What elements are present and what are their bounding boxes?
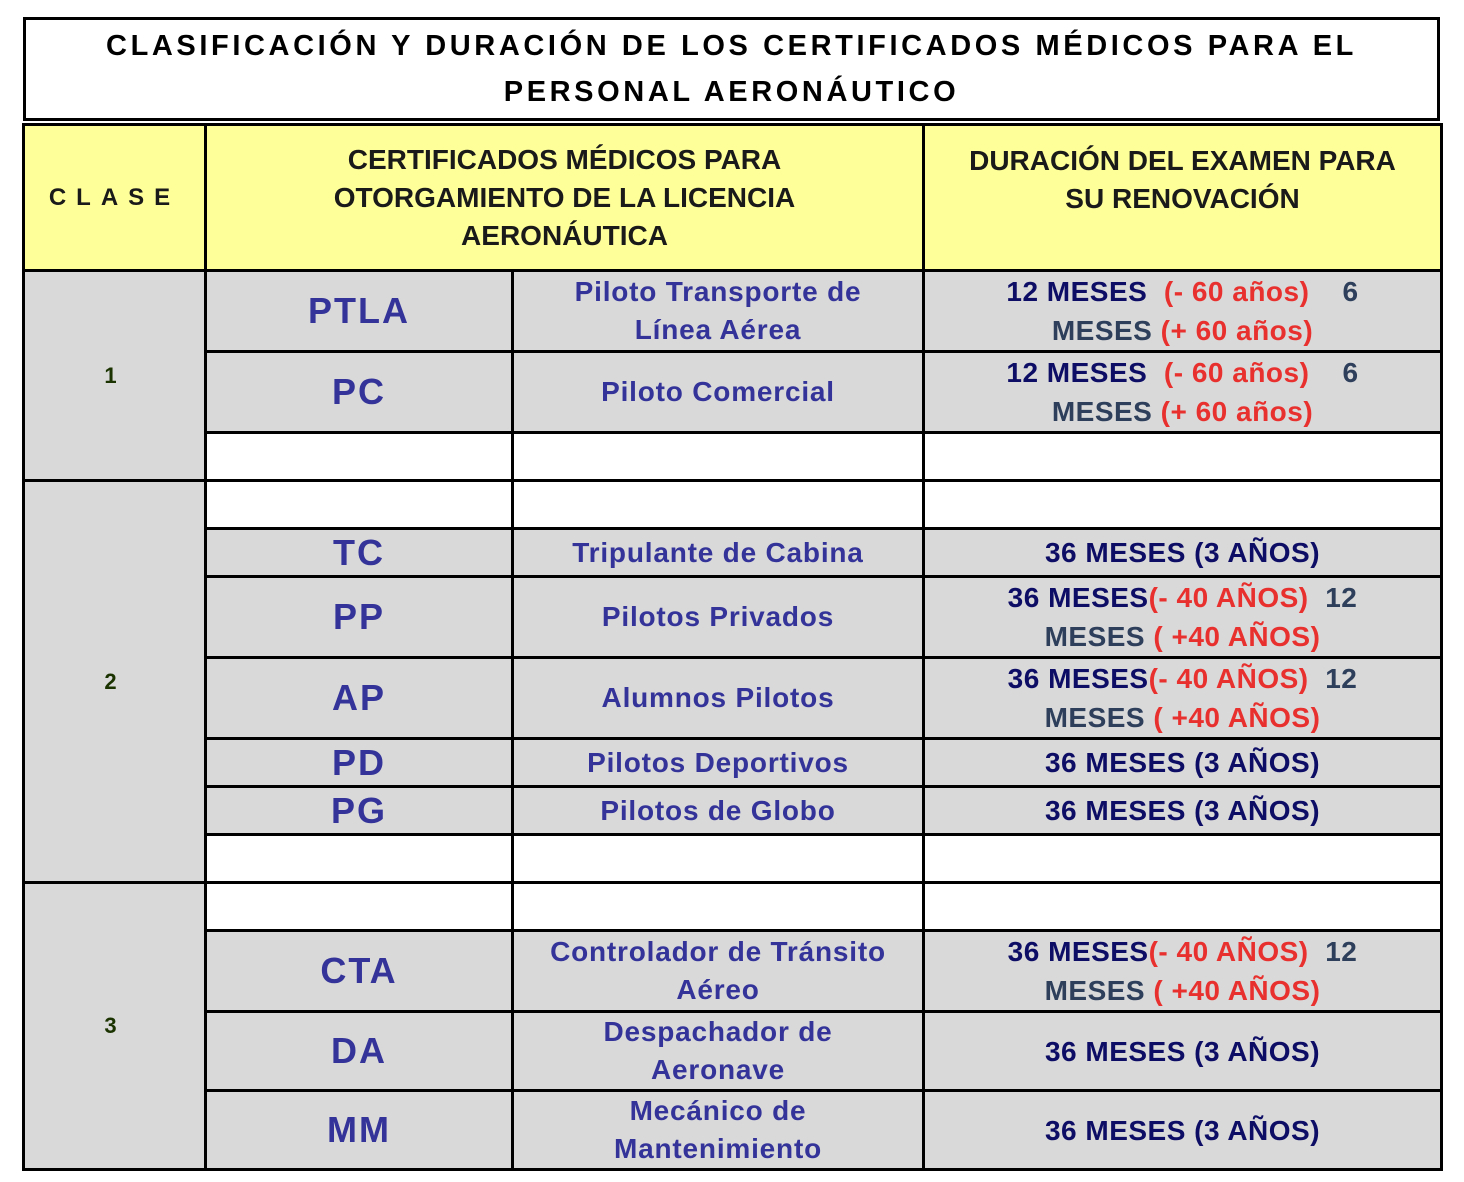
blank-row — [24, 481, 1442, 529]
duration-line — [925, 971, 1440, 1010]
license-code: DA — [206, 1012, 513, 1091]
duration-base: 12 MESES — [1006, 357, 1148, 388]
license-code: CTA — [206, 931, 513, 1012]
header-duracion-line-1: DURACIÓN DEL EXAMEN PARA — [969, 144, 1396, 176]
clase-number: 3 — [104, 1013, 117, 1038]
license-code: PG — [206, 787, 513, 835]
title-line-2: PERSONAL AERONÁUTICO — [503, 76, 960, 108]
license-description-line: Tripulante de Cabina — [572, 536, 864, 568]
table-row — [24, 658, 1442, 739]
license-description-line: Alumnos Pilotos — [601, 682, 835, 713]
header-duracion — [924, 125, 1442, 271]
duration-age-under: (- 60 años) — [1163, 357, 1310, 388]
duration-age-over: (+ 60 años) — [1160, 315, 1314, 346]
duration-line — [925, 617, 1440, 656]
blank-cell — [513, 481, 924, 529]
renewal-duration — [924, 577, 1442, 658]
title-line-1: CLASIFICACIÓN Y DURACIÓN DE LOS CERTIFICADOS MÉDICOS PARA EL — [106, 30, 1357, 62]
license-code: PP — [206, 577, 513, 658]
header-certificados-line-3: AERONÁUTICA — [461, 219, 668, 251]
renewal-duration: 36 MESES (3 AÑOS) — [924, 1091, 1442, 1170]
license-description-line: Aéreo — [676, 974, 760, 1005]
renewal-duration: 36 MESES (3 AÑOS) — [924, 529, 1442, 577]
duration-line — [925, 578, 1440, 617]
duration-base: 36 MESES — [1007, 582, 1149, 613]
duration-age-under: (- 60 años) — [1163, 276, 1310, 307]
blank-cell — [206, 481, 513, 529]
duration-base: 36 MESES — [1007, 663, 1149, 694]
table-row — [24, 739, 1442, 787]
header-row — [24, 125, 1442, 271]
license-description-line: Piloto Comercial — [601, 376, 835, 407]
duration-age-over: (+ 60 años) — [1160, 396, 1314, 427]
license-description — [513, 739, 924, 787]
header-certificados-line-2: OTORGAMIENTO DE LA LICENCIA — [333, 181, 796, 213]
blank-cell — [206, 883, 513, 931]
duration-age-under: (- 40 AÑOS) — [1148, 936, 1309, 967]
license-description-line: Pilotos de Globo — [600, 794, 836, 826]
duration-alt-number: 6 — [1342, 276, 1359, 307]
table-row — [24, 1012, 1442, 1091]
duration-base: 12 MESES — [1006, 276, 1148, 307]
license-code: PTLA — [206, 271, 513, 352]
duration-line — [925, 311, 1440, 350]
license-description-line: Despachador de — [603, 1016, 833, 1047]
duration-age-over: ( +40 AÑOS) — [1153, 975, 1321, 1006]
license-description — [513, 577, 924, 658]
duration-line — [925, 659, 1440, 698]
header-clase: CLASE — [24, 125, 206, 271]
table-row — [24, 787, 1442, 835]
duration-alt-unit: MESES — [1044, 702, 1146, 733]
header-certificados-line-1: CERTIFICADOS MÉDICOS PARA — [347, 143, 782, 175]
license-description-line: Controlador de Tránsito — [550, 936, 886, 967]
blank-row — [24, 433, 1442, 481]
license-description-line: Pilotos Privados — [601, 601, 835, 632]
blank-row — [24, 835, 1442, 883]
renewal-duration: 36 MESES (3 AÑOS) — [924, 787, 1442, 835]
license-description — [513, 271, 924, 352]
duration-alt-unit: MESES — [1044, 621, 1146, 652]
header-certificados — [206, 125, 924, 271]
header-duracion-line-2: SU RENOVACIÓN — [1065, 182, 1300, 214]
license-description-line: Mecánico de — [629, 1095, 807, 1126]
license-code: PC — [206, 352, 513, 433]
blank-row — [24, 883, 1442, 931]
renewal-duration: 36 MESES (3 AÑOS) — [924, 1012, 1442, 1091]
duration-alt-number: 12 — [1325, 936, 1358, 967]
duration-base: 36 MESES — [1007, 936, 1149, 967]
duration-line — [925, 392, 1440, 431]
license-description — [513, 787, 924, 835]
renewal-duration — [924, 658, 1442, 739]
blank-cell — [924, 481, 1442, 529]
license-description — [513, 1012, 924, 1091]
duration-alt-number: 6 — [1342, 357, 1359, 388]
clase-number: 2 — [104, 668, 117, 694]
table-title — [23, 17, 1440, 121]
license-description — [513, 1091, 924, 1170]
duration-age-over: ( +40 AÑOS) — [1153, 702, 1321, 733]
license-description-line: Línea Aérea — [634, 314, 802, 345]
table-row — [24, 1091, 1442, 1170]
blank-cell — [513, 883, 924, 931]
duration-age-over: ( +40 AÑOS) — [1153, 621, 1321, 652]
duration-alt-unit: MESES — [1051, 396, 1153, 427]
table-row — [24, 352, 1442, 433]
duration-line — [925, 698, 1440, 737]
license-description — [513, 658, 924, 739]
blank-cell — [513, 835, 924, 883]
duration-alt-unit: MESES — [1044, 975, 1146, 1006]
clase-number: 1 — [104, 362, 117, 388]
duration-alt-unit: MESES — [1051, 315, 1153, 346]
table-row — [24, 529, 1442, 577]
duration-alt-number: 12 — [1325, 663, 1358, 694]
license-code: MM — [206, 1091, 513, 1170]
license-code: PD — [206, 739, 513, 787]
blank-cell — [924, 883, 1442, 931]
duration-line — [925, 272, 1440, 311]
table-row — [24, 931, 1442, 1012]
duration-age-under: (- 40 AÑOS) — [1148, 663, 1309, 694]
license-description — [513, 352, 924, 433]
certificates-table — [22, 123, 1443, 1171]
license-description-line: Pilotos Deportivos — [587, 746, 849, 778]
blank-cell — [513, 433, 924, 481]
blank-cell — [924, 835, 1442, 883]
table-row — [24, 271, 1442, 352]
license-description-line: Aeronave — [650, 1054, 785, 1085]
license-code: AP — [206, 658, 513, 739]
clase-cell — [24, 271, 206, 481]
duration-age-under: (- 40 AÑOS) — [1148, 582, 1309, 613]
license-code: TC — [206, 529, 513, 577]
renewal-duration — [924, 271, 1442, 352]
license-description — [513, 931, 924, 1012]
blank-cell — [206, 835, 513, 883]
table-row — [24, 577, 1442, 658]
duration-line — [925, 353, 1440, 392]
license-description-line: Piloto Transporte de — [574, 276, 862, 307]
license-description-line: Mantenimiento — [614, 1133, 822, 1164]
renewal-duration — [924, 931, 1442, 1012]
clase-cell — [24, 883, 206, 1170]
renewal-duration: 36 MESES (3 AÑOS) — [924, 739, 1442, 787]
blank-cell — [924, 433, 1442, 481]
renewal-duration — [924, 352, 1442, 433]
license-description — [513, 529, 924, 577]
duration-alt-number: 12 — [1325, 582, 1358, 613]
blank-cell — [206, 433, 513, 481]
clase-cell — [24, 481, 206, 883]
duration-line — [925, 932, 1440, 971]
